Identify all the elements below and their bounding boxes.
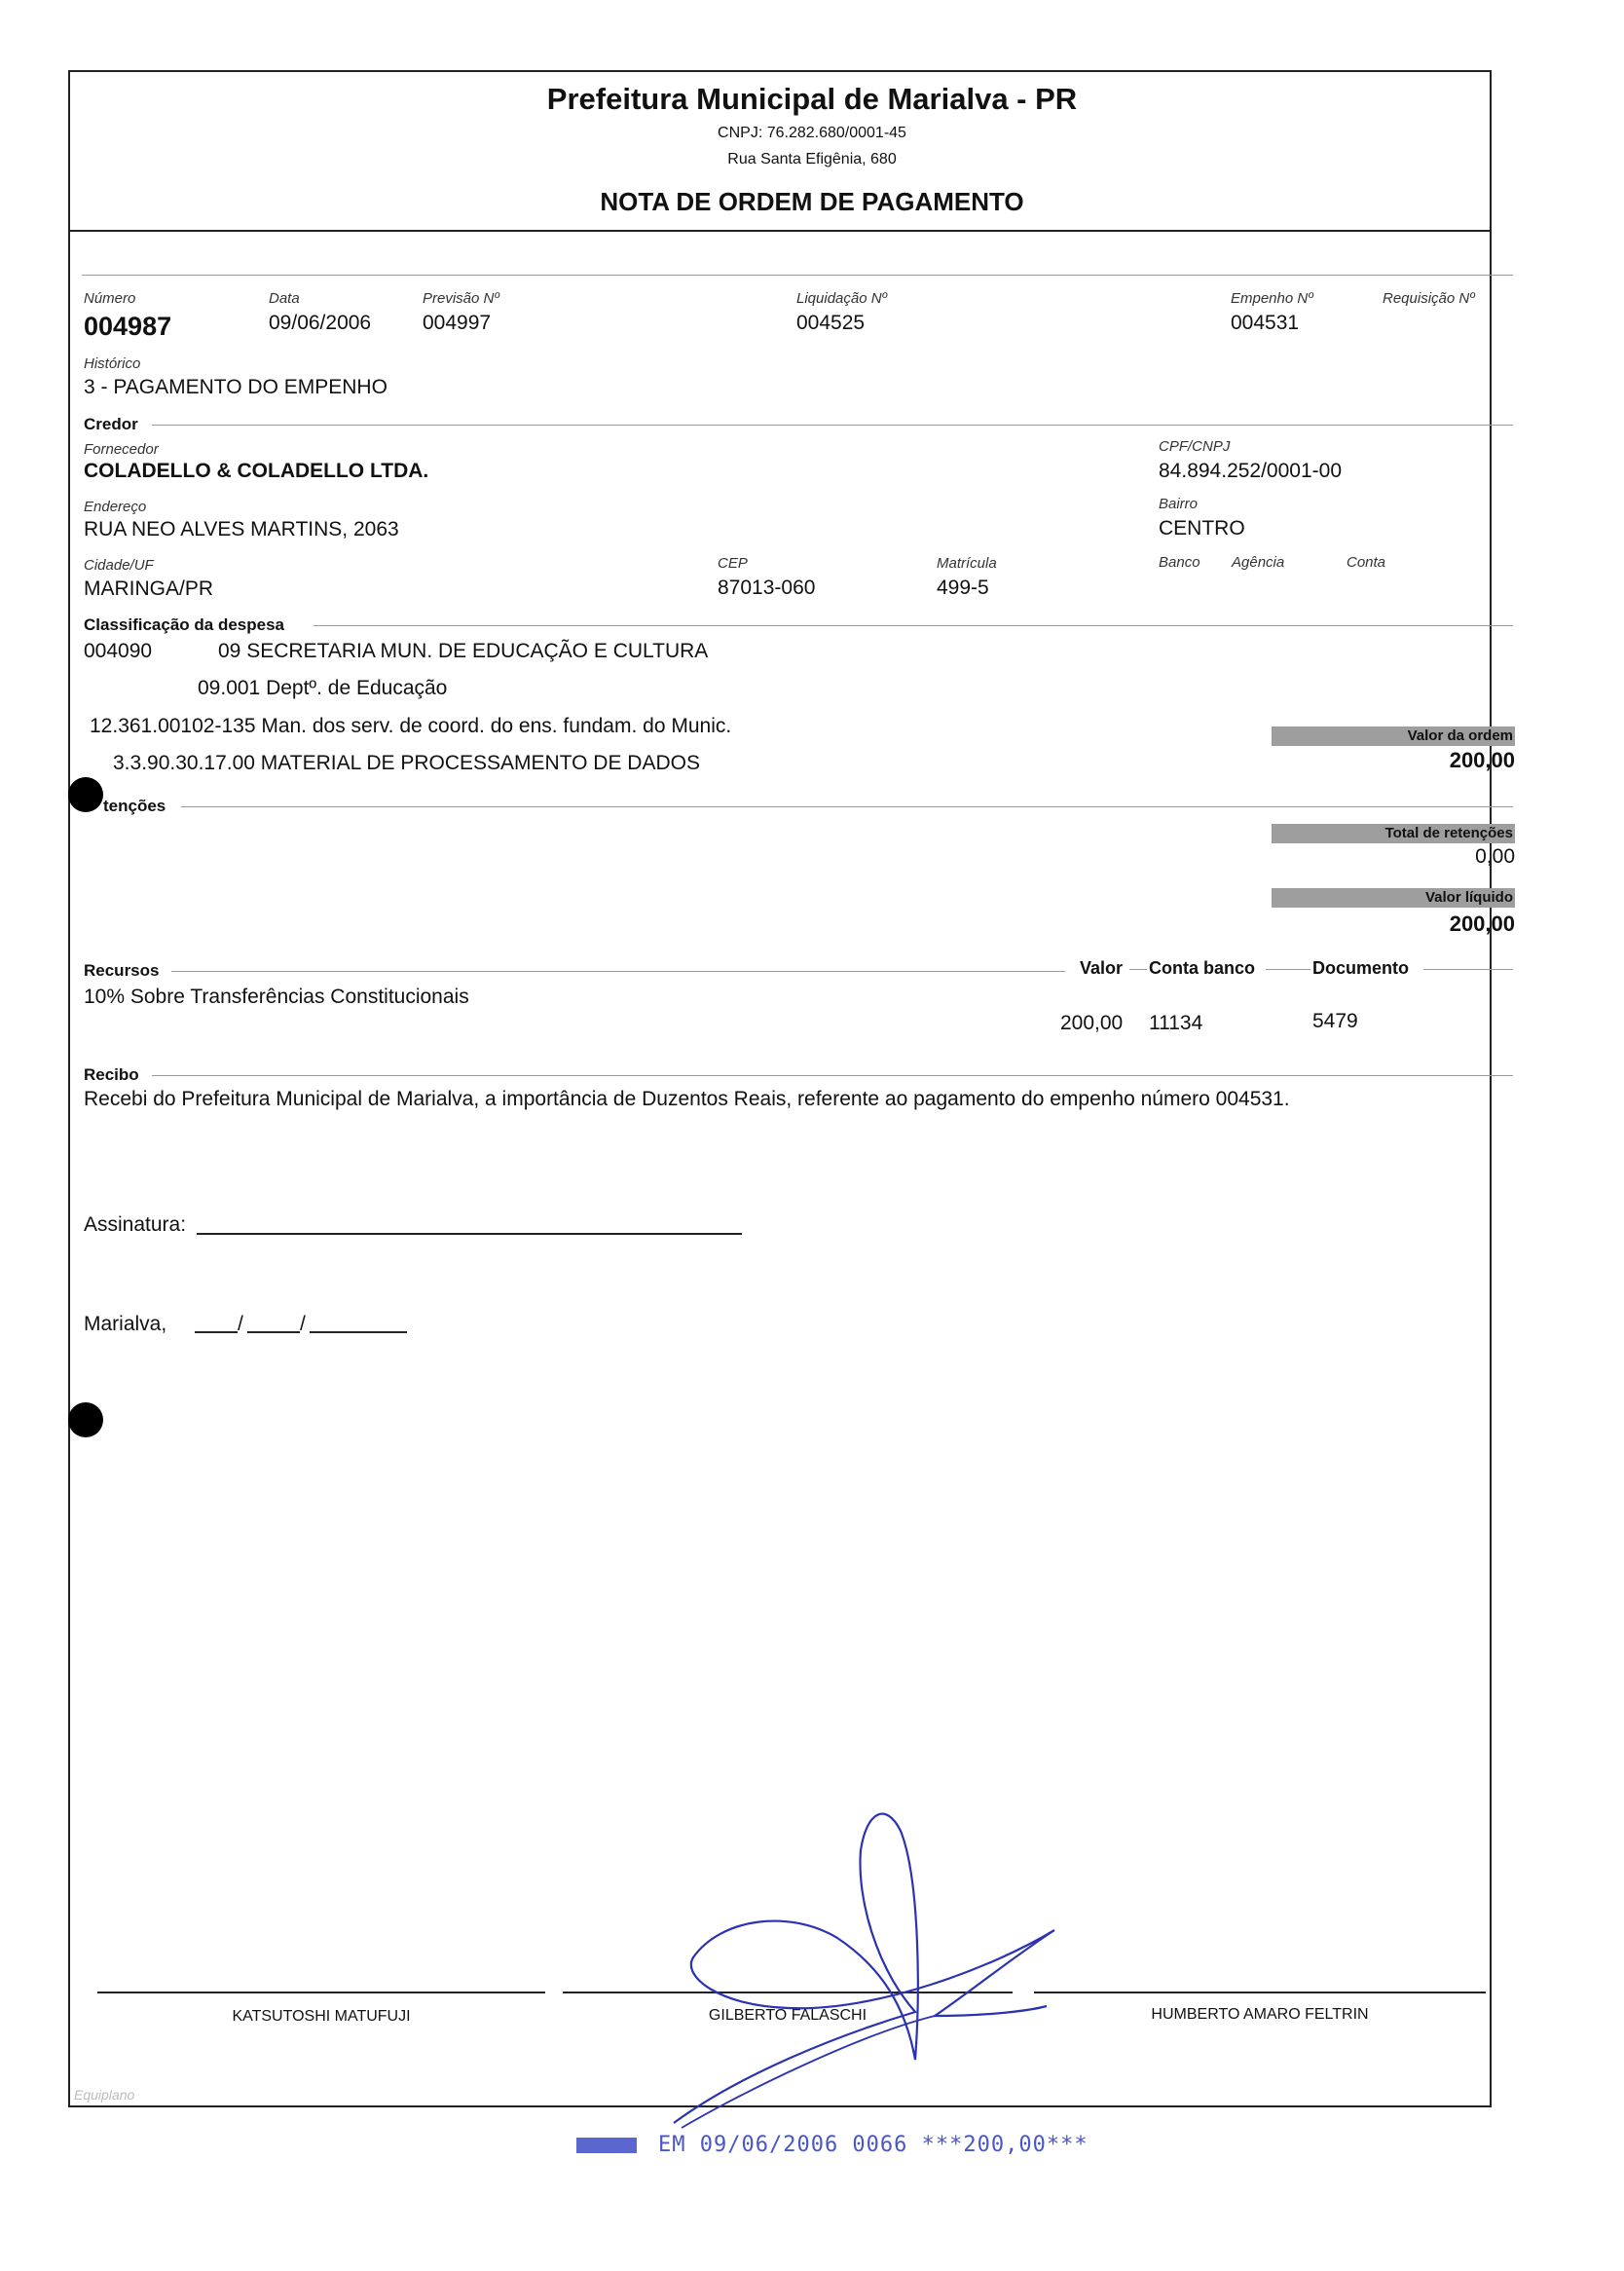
signatory-1: KATSUTOSHI MATUFUJI [232, 2008, 411, 2025]
recursos-conta-label: Conta banco [1149, 958, 1256, 978]
classificacao-line3: 12.361.00102-135 Man. dos serv. de coord. do ens. fundam. do Munic. [90, 715, 732, 737]
valor-liquido-label: Valor líquido [1424, 889, 1513, 906]
recursos-documento-label: Documento [1312, 958, 1409, 978]
bank-logo-icon [576, 2138, 637, 2153]
cep-value: 87013-060 [718, 577, 816, 599]
recursos-descricao: 10% Sobre Transferências Constitucionais [84, 986, 469, 1008]
fornecedor-label: Fornecedor [84, 441, 159, 458]
local-label: Marialva, [84, 1313, 167, 1335]
software-watermark: Equiplano [74, 2087, 135, 2103]
data-value: 09/06/2006 [269, 312, 372, 334]
document-title: NOTA DE ORDEM DE PAGAMENTO [600, 187, 1024, 216]
conta-label: Conta [1347, 554, 1386, 571]
fornecedor-value: COLADELLO & COLADELLO LTDA. [84, 460, 429, 482]
classificacao-line4: 3.3.90.30.17.00 MATERIAL DE PROCESSAMENTO DE DADOS [113, 752, 700, 774]
agencia-label: Agência [1232, 554, 1285, 571]
bank-stamp [576, 2133, 1089, 2157]
previsao-value: 004997 [423, 312, 492, 334]
valor-ordem-value: 200,00 [1449, 748, 1515, 772]
empenho-label: Empenho Nº [1231, 290, 1313, 307]
recursos-section: Recursos [84, 961, 160, 980]
cidade-value: MARINGA/PR [84, 577, 214, 600]
date-slash-1: / [238, 1313, 243, 1335]
cnpj-line: CNPJ: 76.282.680/0001-45 [718, 125, 906, 141]
data-label: Data [269, 290, 300, 307]
empenho-value: 004531 [1231, 312, 1300, 334]
liquidacao-value: 004525 [796, 312, 866, 334]
numero-label: Número [84, 290, 136, 307]
matricula-label: Matrícula [937, 555, 997, 572]
classificacao-line2: 09.001 Deptº. de Educação [198, 677, 448, 699]
recursos-valor: 200,00 [1060, 1012, 1124, 1034]
liquidacao-label: Liquidação Nº [796, 290, 888, 307]
address-line: Rua Santa Efigênia, 680 [727, 151, 897, 168]
bairro-value: CENTRO [1159, 517, 1245, 540]
recursos-documento: 5479 [1312, 1010, 1358, 1032]
cpf-value: 84.894.252/0001-00 [1159, 460, 1343, 482]
recursos-conta: 11134 [1149, 1012, 1203, 1034]
credor-section: Credor [84, 415, 138, 433]
page-title: Prefeitura Municipal de Marialva - PR [546, 82, 1078, 116]
requisicao-label: Requisição Nº [1383, 290, 1475, 307]
bairro-label: Bairro [1159, 496, 1199, 512]
historico-value: 3 - PAGAMENTO DO EMPENHO [84, 376, 388, 398]
signatory-3: HUMBERTO AMARO FELTRIN [1151, 2006, 1369, 2023]
cep-label: CEP [718, 555, 748, 572]
bank-stamp-text: EM 09/06/2006 0066 ***200,00*** [658, 2133, 1089, 2157]
classificacao-section: Classificação da despesa [84, 615, 285, 634]
recibo-texto: Recebi do Prefeitura Municipal de Marialva, a importância de Duzentos Reais, referente ao pagamento do empenho número 004531. [84, 1088, 1290, 1110]
valor-ordem-label: Valor da ordem [1407, 727, 1513, 744]
date-slash-2: / [300, 1313, 306, 1335]
classificacao-line1: 09 SECRETARIA MUN. DE EDUCAÇÃO E CULTURA [218, 640, 709, 662]
numero-value: 004987 [84, 312, 172, 341]
endereco-label: Endereço [84, 499, 147, 515]
recibo-section: Recibo [84, 1065, 139, 1084]
retencoes-section: tenções [103, 797, 166, 815]
matricula-value: 499-5 [937, 577, 989, 599]
banco-label: Banco [1159, 554, 1200, 571]
recursos-valor-label: Valor [1080, 958, 1124, 978]
historico-label: Histórico [84, 355, 141, 372]
previsao-label: Previsão Nº [423, 290, 499, 307]
total-retencoes-value: 0,00 [1475, 845, 1515, 868]
total-retencoes-label: Total de retenções [1384, 825, 1513, 841]
cidade-label: Cidade/UF [84, 557, 154, 574]
classificacao-code: 004090 [84, 640, 153, 662]
signatory-2: GILBERTO FALASCHI [708, 2007, 867, 2024]
assinatura-label: Assinatura: [84, 1213, 187, 1236]
valor-liquido-value: 200,00 [1449, 912, 1515, 936]
endereco-value: RUA NEO ALVES MARTINS, 2063 [84, 518, 399, 540]
cpf-label: CPF/CNPJ [1159, 438, 1231, 455]
